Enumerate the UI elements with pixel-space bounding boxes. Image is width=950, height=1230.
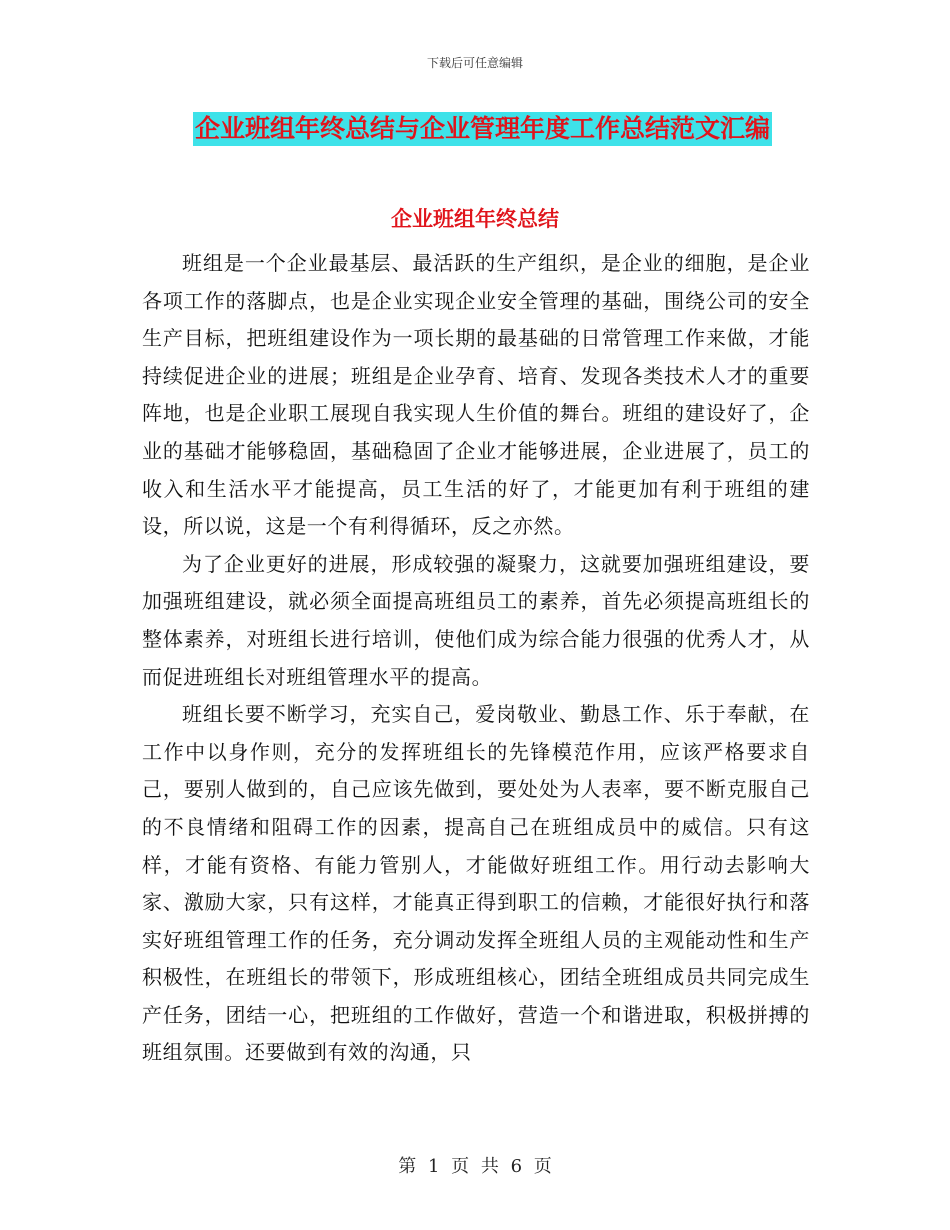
paragraph: 班组是一个企业最基层、最活跃的生产组织，是企业的细胞，是企业各项工作的落脚点，也是企业实现企业安全管理的基础，围绕公司的安全生产目标，把班组建设作为一项长期的最基础的日常管理工作来做，才能持续促进企业的进展；班组是企业孕育、培育、发现各类技术人才的重要阵地，也是企业职工展现自我实现人生价值的舞台。班组的建设好了，企业的基础才能够稳固，基础稳固了企业才能够进展，企业进展了，员工的收入和生活水平才能提高，员工生活的好了，才能更加有利于班组的建设，所以说，这是一个有利得循环，反之亦然。 bbox=[142, 251, 810, 539]
page-number-footer: 第 1 页 共 6 页 bbox=[398, 1156, 552, 1177]
header-note: 下载后可任意编辑 bbox=[426, 56, 523, 70]
paragraph: 为了企业更好的进展，形成较强的凝聚力，这就要加强班组建设，要加强班组建设，就必须全面提高班组员工的素养，首先必须提高班组长的整体素养，对班组长进行培训，使他们成为综合能力很强的优秀人才，从而促进班组长对班组管理水平的提高。 bbox=[142, 551, 810, 689]
body-text bbox=[142, 245, 810, 1072]
section-title: 企业班组年终总结 bbox=[391, 207, 559, 231]
paragraph: 班组长要不断学习，充实自己，爱岗敬业、勤恳工作、乐于奉献，在工作中以身作则，充分的发挥班组长的先锋模范作用，应该严格要求自己，要别人做到的，自己应该先做到，要处处为人表率，要不断克服自己的不良情绪和阻碍工作的因素，提高自己在班组成员中的威信。只有这样，才能有资格、有能力管别人，才能做好班组工作。用行动去影响大家、激励大家，只有这样，才能真正得到职工的信赖，才能很好执行和落实好班组管理工作的任务，充分调动发挥全班组人员的主观能动性和生产积极性，在班组长的带领下，形成班组核心，团结全班组成员共同完成生产任务，团结一心，把班组的工作做好，营造一个和谐进取，积极拼搏的班组氛围。还要做到有效的沟通，只 bbox=[142, 702, 810, 1065]
document-title: 企业班组年终总结与企业管理年度工作总结范文汇编 bbox=[193, 112, 772, 146]
